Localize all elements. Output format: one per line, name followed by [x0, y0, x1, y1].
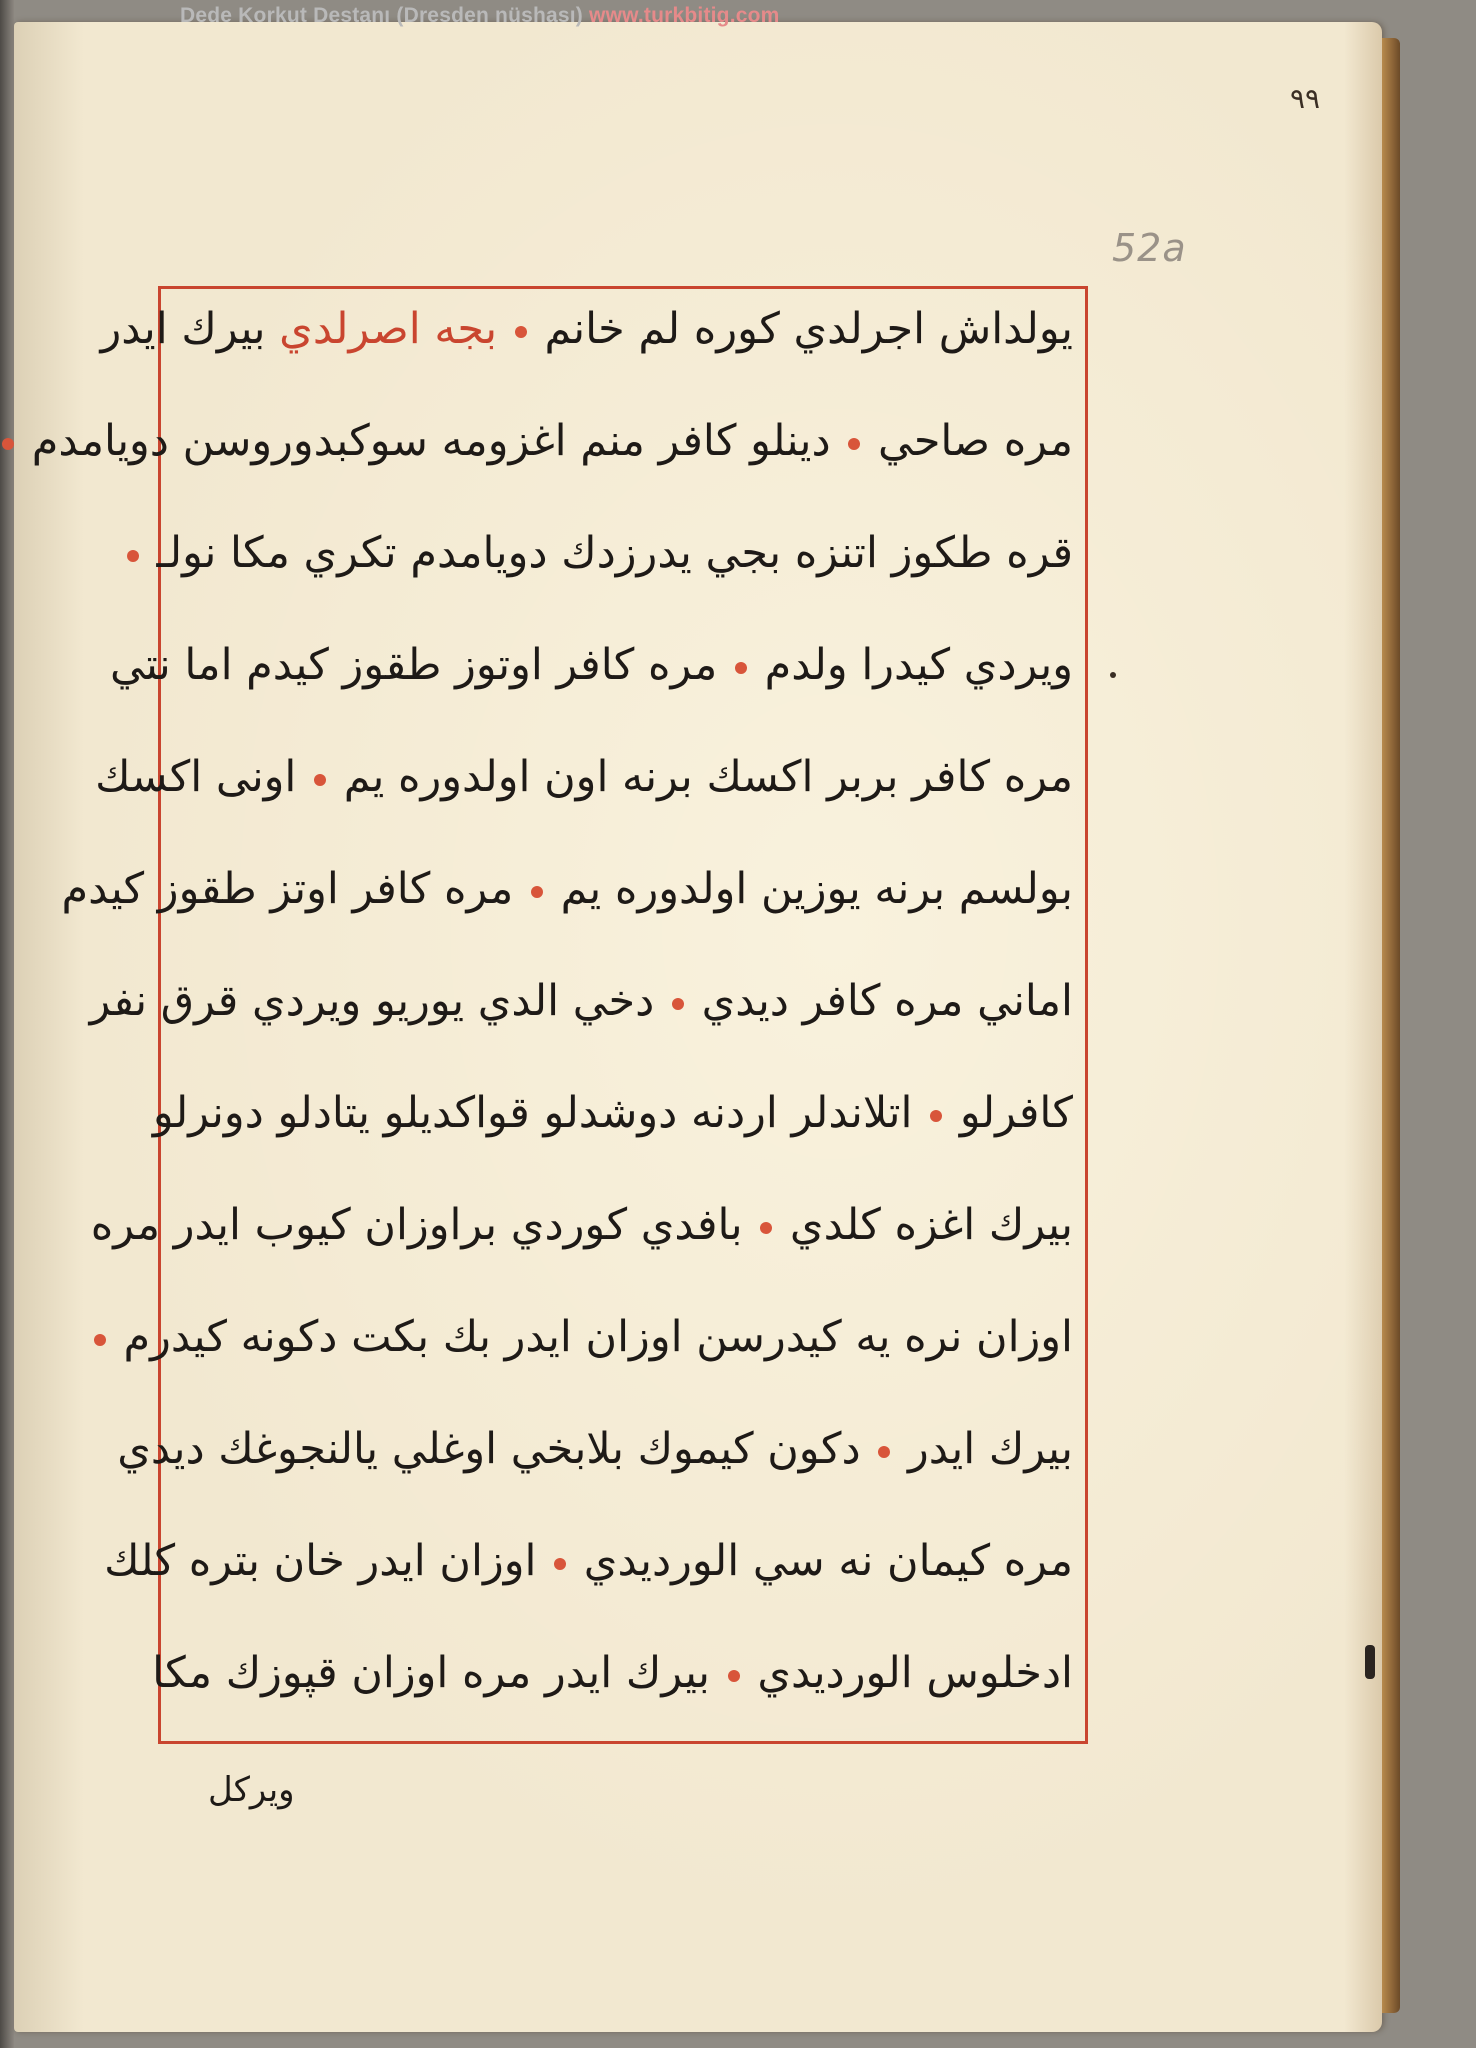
- line-text: بیرك ایدر مره اوزان قپوزك مکا: [152, 1648, 710, 1698]
- line-text: ویردي کیدرا ولدم: [764, 640, 1073, 690]
- line-text: مره کافر بربر اکسك برنه اون اولدوره یم: [343, 752, 1073, 802]
- line-text: یولداش اجرلدي کوره لم خانم: [544, 304, 1073, 354]
- rubric-dot: [848, 438, 860, 450]
- rubric-dot: [878, 1446, 890, 1458]
- line-text: قره طکوز اتنزه بجي يدرزدك دویامدم تکري مکا نولـ: [156, 528, 1073, 578]
- manuscript-line: [31, 398, 1073, 484]
- rubric-dot: [930, 1110, 942, 1122]
- line-text: دخي الدي یوریو ویردي قرق نفر: [89, 976, 655, 1026]
- rubric-dot: [760, 1222, 772, 1234]
- manuscript-line: [90, 1182, 1073, 1268]
- line-text: دکون کیموك بلابخي اوغلي یالنجوغك دیدي: [117, 1424, 861, 1474]
- rubric-dot: [728, 1670, 740, 1682]
- gilded-fore-edge: [1382, 38, 1400, 2013]
- watermark: [180, 4, 780, 28]
- fore-edge-mark: [1365, 1645, 1375, 1679]
- rubric-dot: [672, 998, 684, 1010]
- rubric-text: بجه اصرلدي: [279, 304, 498, 354]
- manuscript-line: [95, 734, 1073, 820]
- watermark-url[interactable]: www.turkbitig.com: [589, 4, 780, 27]
- line-text: اتلاندلر اردنه دوشدلو قواکدیلو یتادلو دونرلو: [152, 1088, 913, 1138]
- manuscript-line: [123, 1294, 1073, 1380]
- manuscript-line: [152, 1070, 1073, 1156]
- manuscript-line: [117, 1406, 1073, 1492]
- line-text: اماني مره کافر دیدي: [701, 976, 1073, 1026]
- line-text: بیرك ایدر: [907, 1424, 1073, 1474]
- line-text: ادخلوس الوردیدي: [757, 1648, 1073, 1698]
- folio-number: ٩٩: [1290, 82, 1321, 115]
- rubric-dot: [127, 550, 139, 562]
- manuscript-line: [89, 958, 1073, 1044]
- manuscript-line: [100, 286, 1073, 372]
- manuscript-line: [104, 1518, 1073, 1604]
- rubric-dot: [554, 1558, 566, 1570]
- line-text: بولسم برنه یوزین اولدوره یم: [560, 864, 1073, 914]
- left-edge: [0, 0, 14, 2048]
- rubric-dot: [94, 1334, 106, 1346]
- rubric-dot: [531, 886, 543, 898]
- pencil-folio-number: 52a: [1112, 226, 1187, 270]
- catchword: ویرکل: [208, 1770, 295, 1810]
- line-text: اونی اکسك: [95, 752, 297, 802]
- line-text: مره کیمان نه سي الوردیدي: [583, 1536, 1073, 1586]
- line-text: کافرلو: [959, 1088, 1073, 1138]
- manuscript-text-block: [31, 286, 1073, 1744]
- manuscript-line: [109, 622, 1073, 708]
- line-text: اوزان نره یه کیدرسن اوزان ایدر بك بکت دکونه کیدرم: [123, 1312, 1073, 1362]
- rubric-dot: [735, 662, 747, 674]
- line-text: مره صاحي: [878, 416, 1073, 466]
- rubric-dot: [2, 438, 14, 450]
- rubric-dot: [314, 774, 326, 786]
- line-text: دینلو کافر منم اغزومه سوکبدوروسن دویامدم: [31, 416, 831, 466]
- line-text: بافدي کوردي براوزان کیوب ایدر مره: [90, 1200, 743, 1250]
- line-text: اوزان ایدر خان بتره کلك: [104, 1536, 537, 1586]
- manuscript-line: [61, 846, 1073, 932]
- manuscript-line: [152, 1630, 1073, 1716]
- watermark-title: Dede Korkut Destanı (Dresden nüshası): [180, 4, 583, 27]
- rubric-dot: [515, 326, 527, 338]
- margin-dot: [1110, 672, 1116, 678]
- line-text: بیرك اغزه کلدي: [789, 1200, 1073, 1250]
- line-text: مره کافر اوتز طقوز کیدم: [61, 864, 514, 914]
- line-text: بیرك ایدر: [100, 304, 266, 354]
- line-text: مره کافر اوتوز طقوز کیدم اما نتي: [109, 640, 718, 690]
- manuscript-line: [156, 510, 1073, 596]
